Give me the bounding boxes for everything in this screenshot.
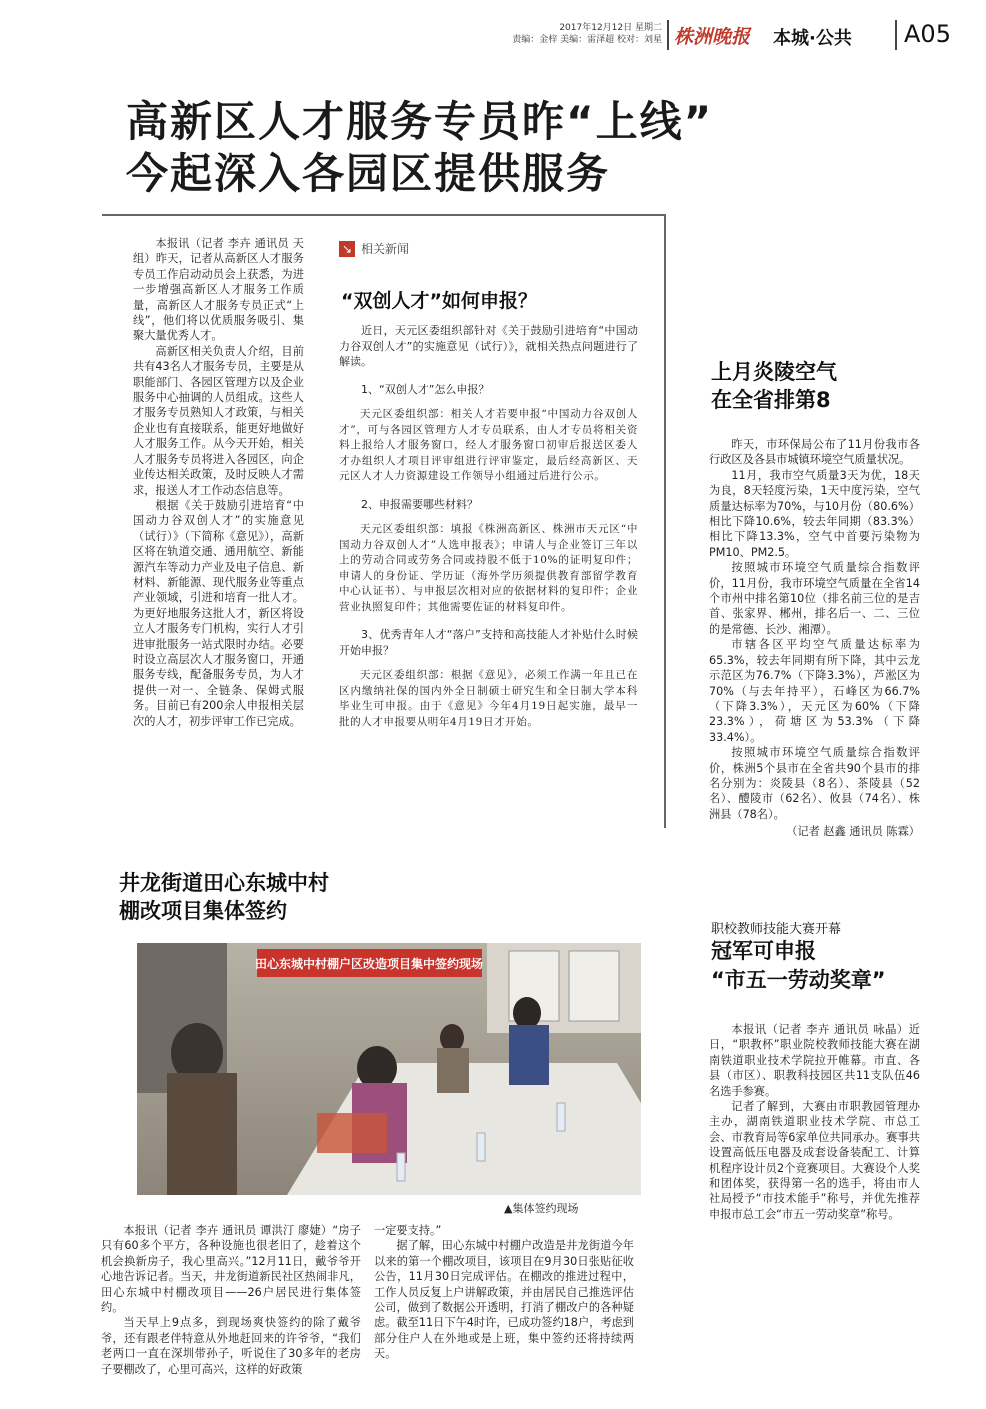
air-headline-line-1: 上月炎陵空气 [711,360,837,384]
issue-date: 2017年12月12日 星期二 [559,23,662,33]
air-paragraph: 市辖各区平均空气质量达标率为65.3%，较去年同期有所下降，其中云龙示范区为76.7%（下降3.3%），芦淞区为70%（与去年持平），石峰区为66.7%（下降3.3%），天元区为60%（下降23.3%），荷塘区为53.3%（下降33.4%）。 [709,638,920,744]
air-byline: （记者 赵鑫 通讯员 陈霖） [786,825,920,839]
lead-headline-line-2: 今起深入各园区提供服务 [126,149,611,198]
air-paragraph: 11月，我市空气质量3天为优，18天为良，8天轻度污染，1天中度污染，空气质量达标率为70%，与10月份（80.6%）相比下降10.6%，较去年同期（83.3%）相比下降13.3%，空气中首要污染物为PM10、PM2.5。 [709,468,920,559]
air-paragraph: 按照城市环境空气质量综合指数评价，11月份，我市环境空气质量在全省14个市州中排名第10位（排名前三位的是吉首、张家界、郴州，排名后一、二、三位的是常德、长沙、湘潭）。 [709,561,920,636]
shantytown-headline-line-2: 棚改项目集体签约 [119,899,287,923]
air-headline-line-2: 在全省排第8 [711,388,831,412]
contest-paragraph: 本报讯（记者 李卉 通讯员 咏晶）近日，“职教杯”职业院校教师技能大赛在湖南铁道职业技术学院拉开帷幕。市直、各县（市区）、职教科技园区共11支队伍46名选手参赛。 [709,1023,920,1098]
shantytown-paragraph: 本报讯（记者 李卉 通讯员 谭洪汀 廖婕）“房子只有60多个平方，各种设施也很老旧了，趁着这个机会换新房子，我心里高兴。”12月11日，戴爷爷开心地告诉记者。当天，井龙街道新民社区热闹非凡，田心东城中村棚改项目——26户居民进行集体签约。 [101,1224,361,1315]
section-title: 本城·公共 [773,28,852,49]
air-paragraph: 昨天，市环保局公布了11月份我市各行政区及各县市城镇环境空气质量状况。 [709,438,920,467]
air-body [709,437,920,840]
contest-headline [711,937,886,995]
shantytown-paragraph: 一定要支持。” [374,1224,442,1237]
related-answer: 天元区委组织部：填报《株洲高新区、株洲市天元区“中国动力谷双创人才”人选申报表》；申请人与企业签订三年以上的劳动合同或劳务合同或持股不低于10%的证明复印件；申请人的身份证、学历证（海外学历须提供教育部留学教育中心认证书）、与申报层次相对应的依据材料的复印件；企业营业执照复印件；其他需要佐证的材料复印件。 [339,523,638,613]
contest-headline-line-2: “市五一劳动奖章” [711,968,886,992]
editor-credits: 责编：金梓 美编：雷泽超 校对：刘星 [512,35,662,45]
related-question: 1、“双创人才”怎么申报？ [361,382,490,396]
related-body [339,323,638,742]
contest-body [709,1022,920,1222]
shantytown-headline-line-1: 井龙街道田心东城中村 [119,871,329,895]
contest-kicker: 职校教师技能大赛开幕 [711,922,842,937]
air-paragraph: 按照城市环境空气质量综合指数评价，株洲5个县市在全省共90个县市的排名分别为：炎陵县（8名）、茶陵县（52名）、醴陵市（62名）、攸县（74名）、株洲县（78名）。 [709,746,920,821]
related-news-tag [339,240,409,257]
arrow-icon: ↘ [339,241,355,257]
related-news-label: 相关新闻 [361,242,410,256]
signing-photo [137,943,641,1195]
header-divider [667,20,669,50]
lead-paragraph: 高新区相关负责人介绍，目前共有43名人才服务专员，主要是从职能部门、各园区管理方以及企业服务中心抽调的人员组成。这些人才服务专员熟知人才政策，与相关企业也有直接联系，能更好地做好人才服务工作。从今天开始，相关人才服务专员将进入各园区，向企业传达相关政策，及时反映人才需求，报送人才工作动态信息等。 [133,344,304,497]
signing-photo-illustration [137,943,641,1195]
page-number: A05 [904,20,951,48]
related-question: 3、优秀青年人才“落户”支持和高技能人才补贴什么时候开始申报？ [339,628,638,657]
shantytown-body-right [374,1223,634,1362]
related-question: 2、申报需要哪些材料？ [361,497,478,511]
lead-paragraph: 本报讯（记者 李卉 通讯员 天组）昨天，记者从高新区人才服务专员工作启动动员会上获悉，为进一步增强高新区人才服务工作质量，高新区人才服务专员正式“上线”，他们将以优质服务吸引、集聚大量优秀人才。 [133,237,304,343]
related-paragraph: 近日，天元区委组织部针对《关于鼓励引进培育“中国动力谷双创人才”的实施意见（试行）》，就相关热点问题进行了解读。 [339,324,638,368]
shantytown-paragraph: 据了解，田心东城中村棚户改造是井龙街道今年以来的第一个棚改项目，该项目在9月30日张贴征收公告，11月30日完成评估。在棚改的推进过程中，工作人员反复上户讲解政策，并由居民自己推选评估公司，做到了数据公开透明，打消了棚改户的各种疑虑。截至11日下午4时许，已成功签约18户，考虑到部分住户人在外地或是上班，集中签约还将持续两天。 [374,1239,634,1361]
related-answer: 天元区委组织部：相关人才若要申报“中国动力谷双创人才”，可与各园区管理方人才专员联系，由人才专员将相关资料上报给人才服务窗口，经人才服务窗口初审后报送区委人才办组织人才项目评审组进行评审鉴定，最后经高新区、天元区人才人力资源建设工作领导小组通过后进行公示。 [339,408,638,482]
air-headline [711,358,837,414]
header-divider-2 [895,20,897,50]
lead-body [133,236,304,729]
shantytown-headline [119,869,329,925]
shantytown-body-left [101,1223,361,1377]
lead-headline-line-1: 高新区人才服务专员昨“上线” [126,97,714,146]
related-answer: 天元区委组织部：根据《意见》，必须工作满一年且已在区内缴纳社保的国内外全日制硕士研究生和全日制大学本科毕业生可申报。由于《意见》今年4月19日起实施，最早一批的人才申报要从明年4月19日才开始。 [339,669,638,728]
masthead-logo: 株洲晚报 [674,26,751,48]
contest-paragraph: 记者了解到，大赛由市职教园管理办主办，湖南铁道职业技术学院、市总工会、市教育局等6家单位共同承办。赛事共设置高低压电器及成套设备装配工、计算机程序设计员2个竞赛项目。大赛设个人奖和团体奖，获得第一名的选手，将由市人社局授予“市技术能手”称号，并优先推荐申报市总工会“市五一劳动奖章”称号。 [709,1100,920,1221]
photo-banner-text: 田心东城中村棚户区改造项目集中签约现场 [254,957,484,971]
lead-headline [126,96,826,200]
related-title: “双创人才”如何申报？ [341,290,537,312]
contest-headline-line-1: 冠军可申报 [711,939,816,963]
lead-paragraph: 根据《关于鼓励引进培育“中国动力谷双创人才”的实施意见（试行）》（下简称《意见》），高新区将在轨道交通、通用航空、新能源汽车等动力产业及电子信息、新材料、新能源、现代服务业等重点产业领域，引进和培育一批人才。为更好地服务这批人才，新区将设立人才服务专门机构，实行人才引进审批服务一站式限时办结。必要时设立高层次人才服务窗口，开通服务专线，配备服务专员，为人才提供一对一、全链条、保姆式服务。目前已有200余人申报相关层次的人才，初步评审工作已完成。 [133,498,304,728]
photo-caption: ▲集体签约现场 [504,1202,579,1215]
shantytown-paragraph: 当天早上9点多，到现场爽快签约的除了戴爷爷，还有跟老伴特意从外地赶回来的许爷爷，“我们老两口一直在深圳带孙子，听说住了30多年的老房子要棚改了，心里可高兴，这样的好政策 [101,1316,361,1376]
